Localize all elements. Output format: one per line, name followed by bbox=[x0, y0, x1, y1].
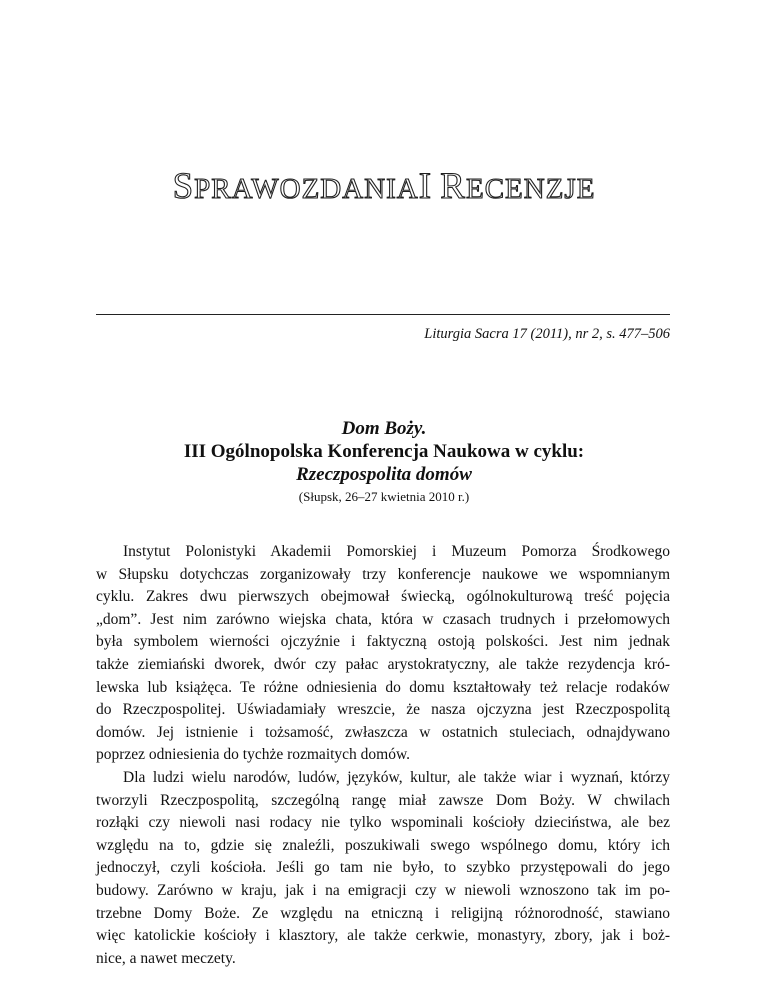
paragraph-line: Dla ludzi wielu narodów, ludów, języków, kultur, ale także wiar i wyznań, którzy bbox=[123, 768, 670, 786]
horizontal-rule bbox=[96, 314, 670, 315]
section-title-initial-1: S bbox=[172, 166, 195, 207]
paragraph-line: nice, a nawet meczety. bbox=[96, 949, 236, 967]
paragraph-1 bbox=[96, 541, 670, 767]
paragraph-line: cyklu. Zakres dwu pierwszych obejmował świecką, ogólnokulturową treść pojęcia bbox=[96, 588, 670, 606]
paragraph-line: lewska lub książęca. Te różne odniesienia do domu kształtowały też relacje rodaków bbox=[96, 678, 670, 696]
journal-citation: Liturgia Sacra 17 (2011), nr 2, s. 477–506 bbox=[424, 326, 670, 342]
section-title bbox=[0, 165, 768, 211]
article-title bbox=[0, 417, 768, 486]
section-title-word-3: ECENZJE bbox=[465, 173, 596, 205]
paragraph-line: więc katolickie kościoły i klasztory, ale także cerkwie, monastyry, zbory, jak i boż- bbox=[96, 927, 670, 945]
article-title-line-3: Rzeczpospolita domów bbox=[296, 464, 472, 485]
place-date: (Słupsk, 26–27 kwietnia 2010 r.) bbox=[298, 489, 470, 504]
section-title-initial-2: I bbox=[418, 166, 433, 207]
paragraph-line: do Rzeczpospolitej. Uświadamiały wreszcie, że nasza ojczyzna jest Rzeczpospolitą bbox=[96, 701, 670, 719]
paragraph-line: względu na to, gdzie się znaleźli, poszukiwali swego wspólnego domu, który ich bbox=[96, 836, 670, 854]
article-title-line-1: Dom Boży. bbox=[341, 418, 427, 439]
article-title-line-2: III Ogólnopolska Konferencja Naukowa w cyklu: bbox=[183, 441, 585, 462]
paragraph-line: tworzyli Rzeczpospolitą, szczególną rangę miał zawsze Dom Boży. W chwilach bbox=[96, 791, 670, 809]
paragraph-line: „dom”. Jest nim zarówno wiejska chata, która w czasach trudnych i przełomowych bbox=[96, 610, 670, 628]
section-title-word-1: PRAWOZDANIA bbox=[194, 173, 419, 205]
section-title-initial-3: R bbox=[440, 166, 466, 207]
paragraph-line: poprzez odniesienia do tychże rozmaitych domów. bbox=[96, 746, 411, 764]
paragraph-line: jednoczył, czyli kościoła. Jeśli go tam nie było, to szybko przystępowali do jego bbox=[96, 859, 670, 877]
paragraph-line: była symbolem wierności ojczyźnie i faktyczną ostoją polskości. Jest nim jednak bbox=[96, 633, 670, 651]
paragraph-line: w Słupsku dotychczas zorganizowały trzy konferencje naukowe we wspomnianym bbox=[96, 565, 670, 583]
paragraph-line: trzebne Domy Boże. Ze względu na etniczną i religijną różnorodność, stawiano bbox=[96, 904, 670, 922]
paragraph-line: domów. Jej istnienie i tożsamość, zwłaszcza w ostatnich stuleciach, odnajdywano bbox=[96, 723, 670, 741]
paragraph-line: rozłąki czy niewoli nasi rodacy nie tylko wspominali kościoły dzieciństwa, ale bez bbox=[96, 814, 670, 832]
article-body bbox=[96, 541, 670, 970]
paragraph-line: budowy. Zarówno w kraju, jak i na emigracji czy w niewoli wznoszono tak im po- bbox=[96, 881, 670, 899]
paragraph-line: Instytut Polonistyki Akademii Pomorskiej i Muzeum Pomorza Środkowego bbox=[123, 543, 670, 560]
paragraph-2 bbox=[96, 767, 670, 970]
paragraph-line: także ziemiański dworek, dwór czy pałac arystokratyczny, ale także rezydencja kró- bbox=[96, 655, 670, 673]
